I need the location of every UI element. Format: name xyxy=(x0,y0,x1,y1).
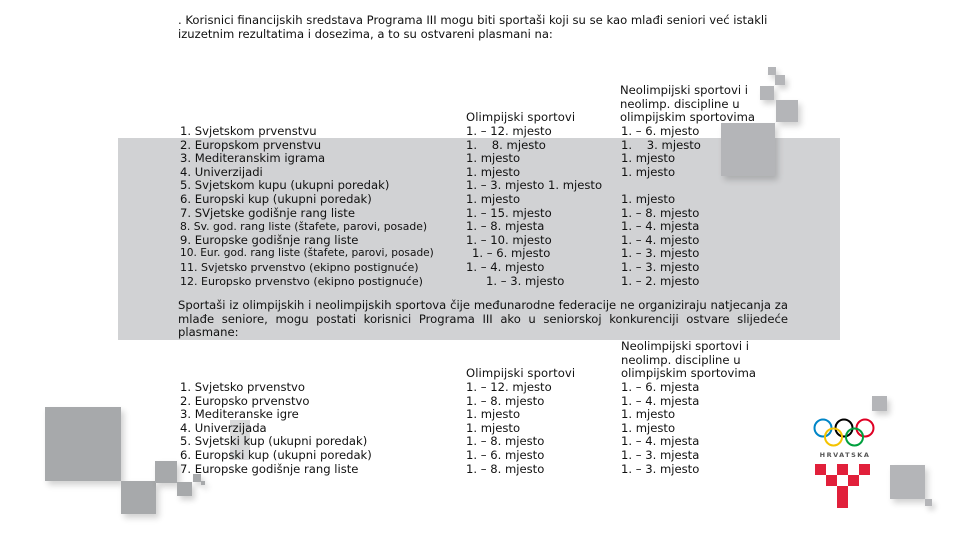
table-cell: 1. mjesto xyxy=(621,420,676,435)
intro-paragraph: . Korisnici financijskih sredstava Programa III mogu biti sportaši koji su se kao mlađi seniori već istakli izuzetnim rezultatima i dosezima, a to su ostvareni plasmani na: xyxy=(178,13,768,41)
table-cell: 1. – 3. mjesto xyxy=(621,259,700,274)
table-cell: 1. – 12. mjesto xyxy=(466,124,552,138)
table-cell: 1. mjesto xyxy=(621,407,676,422)
checkerboard-icon xyxy=(815,464,875,508)
table-cell: 1. – 3. mjesto xyxy=(621,461,700,476)
table-row-label: 11. Svjetsko prvenstvo (ekipno postignuće) xyxy=(180,260,419,274)
table-cell: 1. – 6. mjesto xyxy=(621,124,700,138)
header-line: neolimp. discipline u xyxy=(620,96,740,111)
table-cell: 1. mjesto xyxy=(466,151,521,166)
decor-square xyxy=(776,100,798,122)
table-cell: 1. – 8. mjesto xyxy=(466,393,545,408)
table-cell xyxy=(621,179,701,193)
table-cell: 1. 3. mjesto xyxy=(621,137,701,152)
table-cell: 1. mjesto xyxy=(466,191,521,206)
table-row-label: 3. Mediteranskim igrama xyxy=(180,151,326,166)
table-cell: 1. – 4. mjesto xyxy=(466,259,545,274)
table-cell: 1. – 8. mjesto xyxy=(621,205,700,220)
table-cell: 1. mjesto xyxy=(466,164,521,179)
decor-square xyxy=(925,499,932,506)
table-row-label: 9. Europske godišnje rang liste xyxy=(180,232,359,247)
header-line: olimpijskim sportovima xyxy=(621,366,756,381)
table-cell: 1. mjesto xyxy=(621,151,676,166)
header-line: olimpijskim sportovima xyxy=(620,110,755,125)
table-row-label: 4. Univerzijada xyxy=(180,420,267,435)
table-cell: 1. – 3. mjesto xyxy=(621,246,700,261)
table2-labels xyxy=(180,381,372,476)
table2-header-nonolympic xyxy=(621,340,756,381)
table-cell: 1. – 6. mjesto xyxy=(472,246,551,261)
decor-square xyxy=(768,67,776,75)
decor-square xyxy=(177,482,192,496)
table-cell: 1. – 3. mjesto 1. mjesto xyxy=(466,178,603,193)
decor-square xyxy=(760,86,774,100)
table1-header-olympic: Olimpijski sportovi xyxy=(466,110,576,124)
table-row-label: 1. Svjetskom prvenstvu xyxy=(180,124,317,138)
decor-square-large xyxy=(45,407,121,481)
table-row-label: 2. Europsko prvenstvo xyxy=(180,393,310,408)
header-line: Neolimpijski sportovi i xyxy=(621,339,749,353)
table1-olympic-col xyxy=(466,125,602,288)
header-line: neolimp. discipline u xyxy=(621,352,741,367)
table-row-label: 6. Europski kup (ukupni poredak) xyxy=(180,447,372,462)
table-cell: 1. – 6. mjesto xyxy=(466,447,545,462)
decor-square-large xyxy=(721,123,775,176)
header-line: Neolimpijski sportovi i xyxy=(620,83,748,97)
table-row-label: 5. Svjetski kup (ukupni poredak) xyxy=(180,434,368,449)
table-row-label: 4. Univerzijadi xyxy=(180,164,263,179)
logo-text: HRVATSKA xyxy=(819,451,871,459)
table1-nonolympic-col xyxy=(621,125,701,288)
decor-square xyxy=(121,481,156,514)
table-cell: 1. – 8. mjesta xyxy=(466,219,545,234)
table-cell: 1. – 2. mjesto xyxy=(621,273,700,288)
table-cell: 1. – 10. mjesto xyxy=(466,232,552,247)
decor-square xyxy=(155,461,177,483)
table-cell: 1. – 4. mjesta xyxy=(621,434,700,449)
table-cell: 1. – 15. mjesto xyxy=(466,205,552,220)
table-cell: 1. – 4. mjesta xyxy=(621,219,700,234)
table2-nonolympic-col xyxy=(621,381,699,476)
table-cell: 1. – 4. mjesta xyxy=(621,393,700,408)
table-cell: 1. – 8. mjesto xyxy=(466,461,545,476)
table1-header-nonolympic xyxy=(620,84,755,125)
table-cell: 1. – 4. mjesto xyxy=(621,232,700,247)
table-cell: 1. – 3. mjesta xyxy=(621,447,700,462)
decor-square xyxy=(775,75,785,85)
table-row-label: 8. Sv. god. rang liste (štafete, parovi, posade) xyxy=(180,220,428,234)
table2-olympic-col xyxy=(466,381,552,476)
table-row-label: 1. Svjetsko prvenstvo xyxy=(180,380,305,394)
table-cell: 1. mjesto xyxy=(621,191,676,206)
table-row-label: 10. Eur. god. rang liste (štafete, parovi, posade) xyxy=(180,247,434,260)
hoo-logo xyxy=(812,418,878,508)
table-cell: 1. mjesto xyxy=(466,420,521,435)
table-cell: 1. – 8. mjesto xyxy=(466,434,545,449)
table-row-label: 2. Europskom prvenstvu xyxy=(180,137,322,152)
table-row-label: 6. Europski kup (ukupni poredak) xyxy=(180,191,372,206)
decor-square xyxy=(872,396,887,411)
table-cell: 1. – 12. mjesto xyxy=(466,380,552,394)
table-cell: 1. 8. mjesto xyxy=(466,137,546,152)
table-cell: 1. – 3. mjesto xyxy=(486,273,565,288)
table-row-label: 3. Mediteranske igre xyxy=(180,407,299,422)
table-cell: 1. mjesto xyxy=(621,164,676,179)
table-cell: 1. mjesto xyxy=(466,407,521,422)
table2-header-olympic: Olimpijski sportovi xyxy=(466,366,576,380)
table-row-label: 12. Europsko prvenstvo (ekipno postignuće) xyxy=(180,274,423,288)
table-cell: 1. – 6. mjesta xyxy=(621,380,700,394)
paragraph-2: Sportaši iz olimpijskih i neolimpijskih sportova čije međunarodne federacije ne organiziraju natjecanja za mlađe seniore, mogu postati korisnici Programa III ako u seniorskoj konkurenciji ostvare slijedeće plasmane: xyxy=(178,298,788,340)
decor-square xyxy=(201,481,205,485)
table-row-label: 7. Europske godišnje rang liste xyxy=(180,461,359,476)
table-row-label: 7. SVjetske godišnje rang liste xyxy=(180,205,355,220)
table1-labels xyxy=(180,125,434,288)
decor-square-large xyxy=(890,465,925,499)
table-row-label: 5. Svjetskom kupu (ukupni poredak) xyxy=(180,178,390,193)
olympic-rings-icon xyxy=(812,418,878,448)
